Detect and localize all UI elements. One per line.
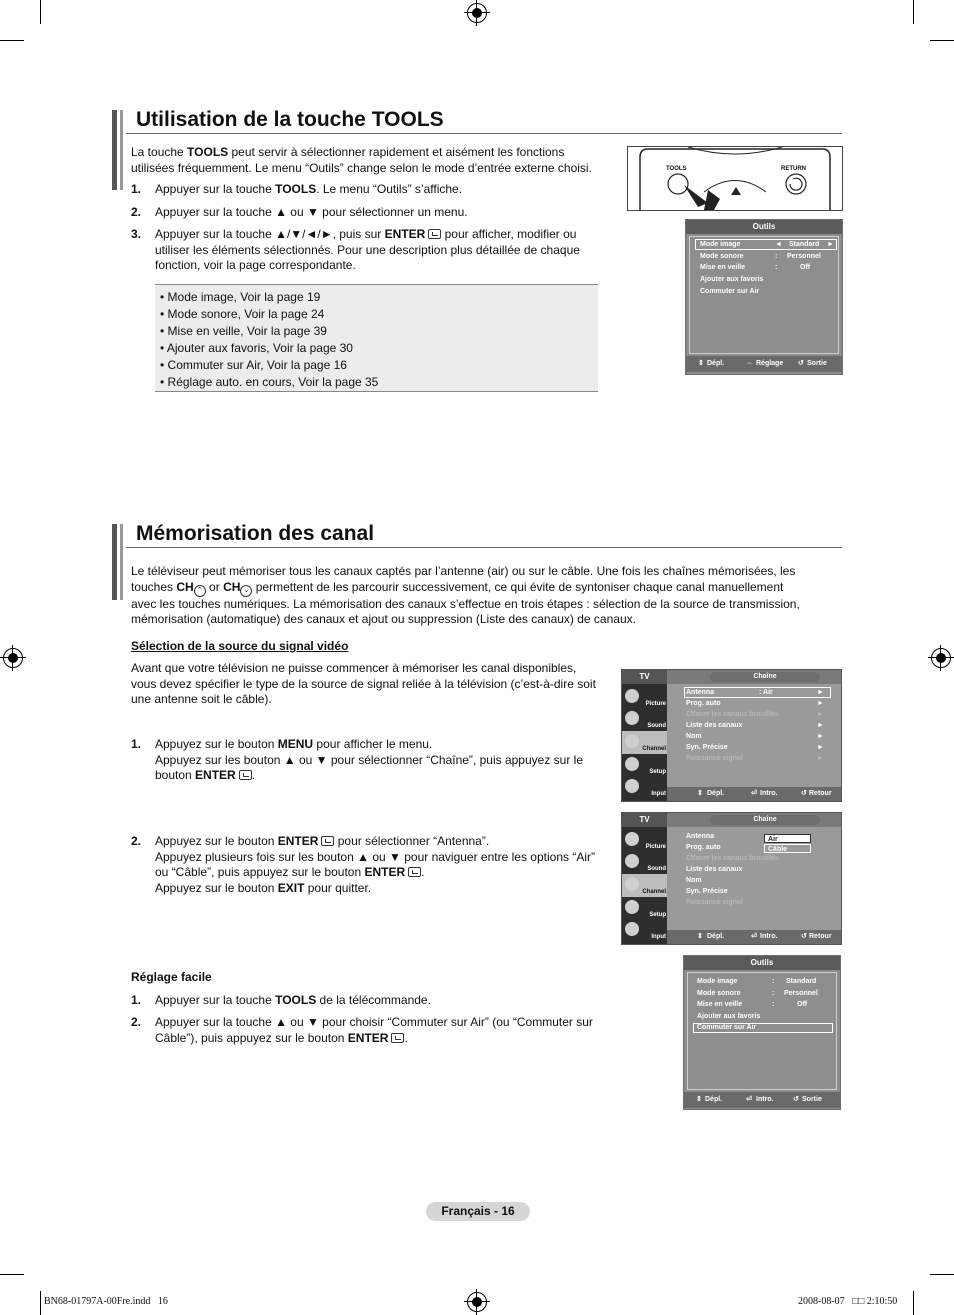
intro-text: Le téléviseur peut mémoriser tous les canaux captés par l’antenne (air) ou sur le câble. Une fois les chaînes mémorisées, les touches CH ⌃ or CH ⌄ permettent de les parcourir successivement, ce qui évite de syntoniser chaque canal manuellement avec les touches numériques. La mémorisation des canaux s’effectue en trois étapes : sélection de la source de transmission, mémorisation (automatique) des canaux et ajout ou suppression (Liste des canaux) de canaux. [131,564,800,626]
footer-label: Sortie [807,360,827,367]
updown-icon: ⇕ [697,933,703,940]
footer-label: Retour [809,933,832,940]
step-text: Appuyer sur la touche ▲ ou ▼ pour choisir “Commuter sur Air” (ou “Commuter sur Câble”), puis appuyez sur le bouton ENTER . [155,1015,593,1045]
menu-title: Outils [686,220,842,234]
crop-mark [0,40,24,41]
footer-label: Réglage [756,360,784,367]
footer-label: Dépl. [705,1096,723,1103]
sidebar-item-sound[interactable]: Sound [622,851,667,874]
enter-icon [239,770,252,780]
menu-value: Personnel [784,990,818,997]
updown-icon: ⇕ [698,360,704,367]
channel-icon [625,734,639,748]
menu-title: Chaîne [710,815,820,825]
menu-item[interactable]: Mode sonore [700,253,744,260]
sidebar-item-picture[interactable]: Picture [622,829,667,852]
section-title: Utilisation de la touche TOOLS [136,108,444,131]
enter-icon [408,867,421,877]
step-number: 2. [131,834,142,848]
antenna-menu-screen [621,812,842,945]
return-label: RETURN [781,166,806,172]
remote-drawing [628,147,842,210]
step-text: Appuyer sur la touche TOOLS. Le menu “Outils” s’affiche. [155,182,463,196]
step-text: Appuyez sur le bouton MENU pour afficher le menu. Appuyez sur les bouton ▲ ou ▼ pour sélectionner “Chaîne”, puis appuyez sur le bouton ENTER . [155,737,583,782]
registration-mark-icon [467,1292,487,1312]
menu-arrow: ► [817,700,824,707]
page-number: Français - 16 [426,1202,530,1221]
reference-item: • Mode image, Voir la page 19 [160,290,321,304]
menu-item[interactable]: Mise en veille [700,264,746,271]
crop-mark [930,1274,954,1275]
antenna-option-cable[interactable]: Câble [764,844,811,853]
menu-title: Outils [684,956,840,970]
leftright-icon: ⇔ [746,360,753,367]
step-text: Appuyer sur la touche ▲/▼/◄/►, puis sur ENTER pour afficher, modifier ou utiliser les éléments sélectionnés. Pour une description plus détaillée de chaque fonction, voir la page correspondante. [155,227,580,272]
antenna-option-air[interactable]: Air [764,834,811,843]
channel-up-icon: ⌃ [194,585,206,597]
crop-mark [40,0,41,24]
section-title: Mémorisation des canal [136,522,375,545]
crop-mark [40,1291,41,1315]
subsection-text: Avant que votre télévision ne puisse commencer à mémoriser les canal disponibles, vous devez spécifier le type de la source de signal reliée à la télévision (c’est-à-dire soit une antenne soit le câble). [131,661,596,706]
menu-item[interactable]: Liste des canaux [686,722,743,729]
registration-mark-icon [931,648,951,668]
input-icon [625,922,639,936]
section-bar [120,110,123,190]
setup-icon [625,900,639,914]
menu-footer [667,930,841,944]
menu-item[interactable]: Nom [686,733,702,740]
crop-mark [0,1274,24,1275]
footer-label: Intro. [760,933,778,940]
sidebar-item-channel[interactable]: Channel [622,731,667,754]
menu-arrow: ► [817,733,824,740]
menu-item[interactable]: Mode sonore [697,990,741,997]
tools-menu-screen [685,219,843,375]
crop-mark [930,40,954,41]
sidebar-item-sound[interactable]: Sound [622,708,667,731]
menu-item[interactable]: Nom [686,877,702,884]
tools-label: TOOLS [666,166,687,172]
menu-item[interactable]: Mise en veille [697,1001,743,1008]
section-bar [112,110,117,190]
section-rule [126,133,842,134]
menu-item[interactable]: Mode image [697,978,738,985]
enter-icon [391,1033,404,1043]
footer-label: Sortie [802,1096,822,1103]
menu-arrow: ► [817,744,824,751]
footer-label: Dépl. [707,933,725,940]
enter-icon: ⏎ [746,1096,752,1103]
step-number: 1. [131,737,142,751]
sound-icon [625,711,639,725]
tv-label: TV [622,670,667,684]
step-number: 1. [131,993,142,1007]
reference-item: • Mise en veille, Voir la page 39 [160,324,327,338]
menu-arrow: ► [817,755,824,762]
menu-arrow: ► [827,241,834,248]
subsection-title: Réglage facile [131,970,212,984]
channel-menu-screen [621,669,842,802]
reference-item: • Commuter sur Air, Voir la page 16 [160,358,347,372]
remote-illustration [627,146,843,211]
step-number: 1. [131,182,142,196]
reference-box [155,284,598,392]
subsection-title: Sélection de la source du signal vidéo [131,639,349,653]
footer-label: Dépl. [707,790,725,797]
registration-mark-icon [3,648,23,668]
enter-icon: ⏎ [751,933,757,940]
menu-item[interactable]: Antenna [686,833,714,840]
menu-footer [684,1092,840,1108]
footer-label: Retour [809,790,832,797]
menu-value: Off [800,264,811,271]
menu-item[interactable]: Commuter sur Air [697,1024,757,1031]
step-number: 2. [131,1015,142,1029]
menu-item: Puissance signal [686,755,743,762]
menu-arrow: ► [817,722,824,729]
footer-label: Dépl. [707,360,725,367]
picture-icon [625,689,639,703]
sidebar-item-input[interactable]: Input [622,776,667,799]
menu-item[interactable]: Syn. Précise [686,744,728,751]
footer-label: Intro. [760,790,778,797]
menu-item[interactable]: Liste des canaux [686,866,743,873]
step-number: 3. [131,227,142,241]
return-icon: ↺ [801,790,807,797]
sidebar-item-setup[interactable]: Setup [622,754,667,777]
menu-sep: : [775,253,778,260]
crop-mark [913,0,914,24]
menu-footer [667,787,841,801]
menu-sep: : [775,264,778,271]
footer-label: Intro. [756,1096,774,1103]
input-icon [625,779,639,793]
menu-sep: : [772,990,775,997]
sidebar-item-setup[interactable]: Setup [622,897,667,920]
updown-icon: ⇕ [697,790,703,797]
registration-mark-icon [467,3,487,23]
menu-value: Standard [789,241,820,248]
menu-value: Off [797,1001,808,1008]
menu-item[interactable]: Syn. Précise [686,888,728,895]
step-text: Appuyez sur le bouton ENTER pour sélectionner “Antenna”. Appuyez plusieurs fois sur les bouton ▲ ou ▼ pour naviguer entre les options “Air” ou “Câble”, puis appuyez sur le bouton ENTER . Appuyez sur le bouton EXIT pour quitter. [155,834,595,895]
sidebar-item-channel[interactable]: Channel [622,874,667,897]
picture-icon [625,832,639,846]
menu-item[interactable]: Ajouter aux favoris [700,276,764,283]
enter-icon [321,836,334,846]
sidebar-item-picture[interactable]: Picture [622,686,667,709]
menu-item[interactable]: Prog. auto [686,700,721,707]
menu-value: Standard [786,978,817,985]
menu-item: Effacer les canaux brouillés [686,711,779,718]
tv-label: TV [622,813,667,827]
reference-item: • Ajouter aux favoris, Voir la page 30 [160,341,353,355]
step-text: Appuyer sur la touche TOOLS de la télécommande. [155,993,431,1007]
menu-item: Effacer les canaux brouillés [686,855,779,862]
return-icon: ↺ [793,1096,799,1103]
enter-icon: ⏎ [751,790,757,797]
menu-item[interactable]: Antenna [686,689,714,696]
step-number: 2. [131,205,142,219]
file-name: BN68-01797A-00Fre.indd 16 [44,1296,168,1307]
section-bar [112,524,117,600]
sidebar-item-input[interactable]: Input [622,919,667,942]
channel-icon [625,877,639,891]
enter-icon [428,229,441,239]
print-date: 2008-08-07 □□ 2:10:50 [798,1296,898,1307]
reference-item: • Mode sonore, Voir la page 24 [160,307,325,321]
setup-icon [625,757,639,771]
return-icon: ↺ [798,360,804,367]
menu-footer [686,356,842,372]
channel-down-icon: ⌄ [240,585,252,597]
menu-arrow: ◄ [775,241,782,248]
menu-arrow: ► [817,711,824,718]
step-text: Appuyer sur la touche ▲ ou ▼ pour sélectionner un menu. [155,205,468,219]
menu-item: Puissance signal [686,899,743,906]
reference-item: • Réglage auto. en cours, Voir la page 35 [160,375,379,389]
crop-mark [913,1291,914,1315]
menu-item[interactable]: Ajouter aux favoris [697,1013,761,1020]
updown-icon: ⇕ [696,1096,702,1103]
section-rule [126,547,842,548]
menu-value: : Air [759,689,773,696]
menu-item[interactable]: Prog. auto [686,844,721,851]
menu-title: Chaîne [710,672,820,682]
sound-icon [625,854,639,868]
menu-arrow: ► [817,689,824,696]
intro-text: La touche TOOLS peut servir à sélectionner rapidement et aisément les fonctions utilisées fréquemment. Le menu “Outils” change selon le mode d’entrée externe choisi. [131,145,592,175]
menu-sep: : [772,978,775,985]
tools-menu-screen-easy [683,955,841,1110]
menu-sep: : [772,1001,775,1008]
section-bar [120,524,123,600]
return-icon: ↺ [801,933,807,940]
menu-value: Personnel [787,253,821,260]
menu-item[interactable]: Commuter sur Air [700,288,760,295]
menu-item[interactable]: Mode image [700,241,741,248]
